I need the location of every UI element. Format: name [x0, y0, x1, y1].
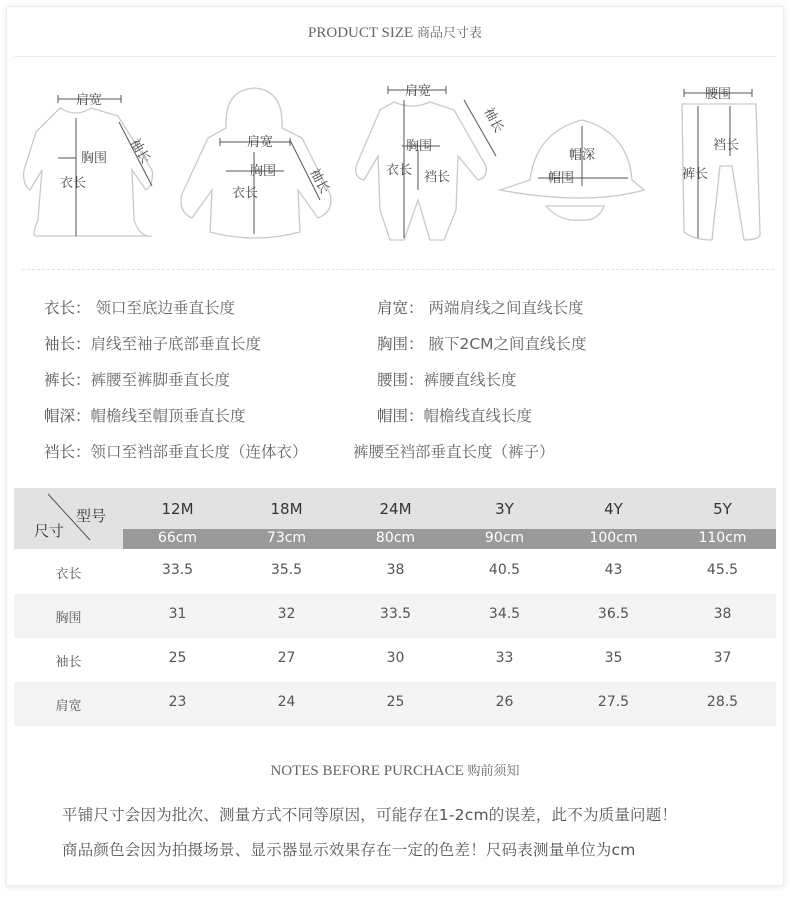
table-corner-cell: [14, 488, 123, 549]
height-header-cell: 100cm: [589, 530, 638, 546]
pants-illustration: [682, 89, 760, 240]
dress-length-label: 衣长: [60, 176, 87, 191]
row-label: 袖长: [55, 655, 82, 670]
table-row: [14, 638, 776, 682]
pants-waist-label: 腰围: [705, 87, 732, 102]
definition-shoulder: 肩宽： 两端肩线之间直线长度: [377, 299, 584, 317]
size-header-cell: 4Y: [604, 500, 623, 518]
definition-hat-depth: 帽深：帽檐线至帽顶垂直长度: [44, 407, 246, 425]
romper-sleeve-label: 袖长: [480, 105, 507, 136]
table-cell: 36.5: [597, 606, 630, 622]
height-header-cell: 110cm: [698, 530, 747, 546]
height-header-cell: 90cm: [484, 530, 525, 546]
size-header-cell: 5Y: [713, 500, 732, 518]
jacket-illustration: [181, 88, 331, 238]
height-header-cell: 66cm: [157, 530, 198, 546]
row-label: 衣长: [55, 567, 82, 582]
table-cell: 37: [713, 650, 732, 666]
illustration-divider: [22, 269, 774, 270]
table-row: [14, 682, 776, 726]
page-title: [0, 22, 790, 42]
romper-shoulder-label: 肩宽: [405, 84, 432, 99]
table-cell: 33: [495, 650, 514, 666]
corner-size-label: 尺寸: [34, 522, 65, 540]
table-cell: 33.5: [161, 562, 194, 578]
title-en: PRODUCT SIZE: [308, 25, 414, 41]
table-cell: 35.5: [270, 562, 303, 578]
row-label: 胸围: [55, 611, 82, 626]
table-cell: 28.5: [706, 694, 739, 710]
definition-pants-length: 裤长：裤腰至裤脚垂直长度: [44, 371, 231, 389]
title-divider: [14, 56, 776, 57]
table-cell: 27.5: [597, 694, 630, 710]
table-row: [14, 550, 776, 594]
height-header-cell: 73cm: [266, 530, 307, 546]
definition-waist: 腰围：裤腰直线长度: [377, 371, 517, 389]
note-line-1: 平铺尺寸会因为批次、测量方式不同等原因，可能存在1-2cm的误差，此不为质量问题！: [62, 806, 678, 824]
table-cell: 40.5: [488, 562, 521, 578]
definition-sleeve: 袖长：肩线至袖子底部垂直长度: [44, 335, 262, 353]
title-cn: 商品尺寸表: [416, 26, 482, 41]
jacket-length-label: 衣长: [232, 186, 259, 201]
notes-title: [0, 760, 790, 780]
table-cell: 38: [386, 562, 405, 578]
garment-illustrations: [0, 60, 790, 260]
table-cell: 30: [386, 650, 405, 666]
table-cell: 24: [277, 694, 296, 710]
table-cell: 25: [168, 650, 187, 666]
table-cell: 33.5: [379, 606, 412, 622]
romper-crotch-label: 裆长: [424, 170, 451, 185]
dress-sleeve-label: 袖长: [126, 136, 153, 167]
height-header-cell: 80cm: [375, 530, 416, 546]
definition-length: 衣长： 领口至底边垂直长度: [44, 299, 235, 317]
size-header-cell: 24M: [379, 500, 412, 518]
notes-title-en: NOTES BEFORE PURCHACE: [270, 763, 464, 779]
table-cell: 43: [604, 562, 623, 578]
table-cell: 23: [168, 694, 187, 710]
table-cell: 25: [386, 694, 405, 710]
table-row: [14, 594, 776, 638]
table-cell: 35: [604, 650, 623, 666]
definition-crotch-romper: 裆长：领口至裆部垂直长度（连体衣）: [44, 443, 308, 461]
dress-shoulder-label: 肩宽: [76, 93, 103, 108]
table-cell: 27: [277, 650, 296, 666]
size-header-cell: 12M: [161, 500, 194, 518]
notes-title-cn: 购前须知: [467, 764, 520, 779]
table-cell: 26: [495, 694, 514, 710]
jacket-chest-label: 胸围: [250, 164, 277, 179]
table-cell: 32: [277, 606, 296, 622]
definition-chest: 胸围： 腋下2CM之间直线长度: [377, 335, 587, 353]
romper-chest-label: 胸围: [406, 139, 433, 154]
pants-length-label: 裤长: [682, 167, 709, 182]
definition-crotch-pants: 裤腰至裆部垂直长度（裤子）: [353, 443, 555, 461]
hat-circ-label: 帽围: [548, 171, 575, 186]
size-header-cell: 3Y: [495, 500, 514, 518]
note-line-2: 商品颜色会因为拍摄场景、显示器显示效果存在一定的色差！尺码表测量单位为cm: [62, 841, 636, 859]
corner-diagonal-line: [14, 488, 123, 549]
table-cell: 38: [713, 606, 732, 622]
jacket-sleeve-label: 袖长: [306, 166, 332, 197]
dress-chest-label: 胸围: [81, 151, 108, 166]
table-cell: 34.5: [488, 606, 521, 622]
romper-length-label: 衣长: [386, 163, 413, 178]
size-header-cell: 18M: [270, 500, 303, 518]
pants-crotch-label: 裆长: [713, 138, 740, 153]
table-cell: 31: [168, 606, 187, 622]
jacket-shoulder-label: 肩宽: [247, 135, 274, 150]
corner-model-label: 型号: [76, 507, 107, 525]
romper-illustration: [356, 86, 496, 240]
table-cell: 45.5: [706, 562, 739, 578]
row-label: 肩宽: [55, 699, 82, 714]
hat-depth-label: 帽深: [569, 148, 596, 163]
definition-hat-circ: 帽围：帽檐线直线长度: [377, 407, 533, 425]
